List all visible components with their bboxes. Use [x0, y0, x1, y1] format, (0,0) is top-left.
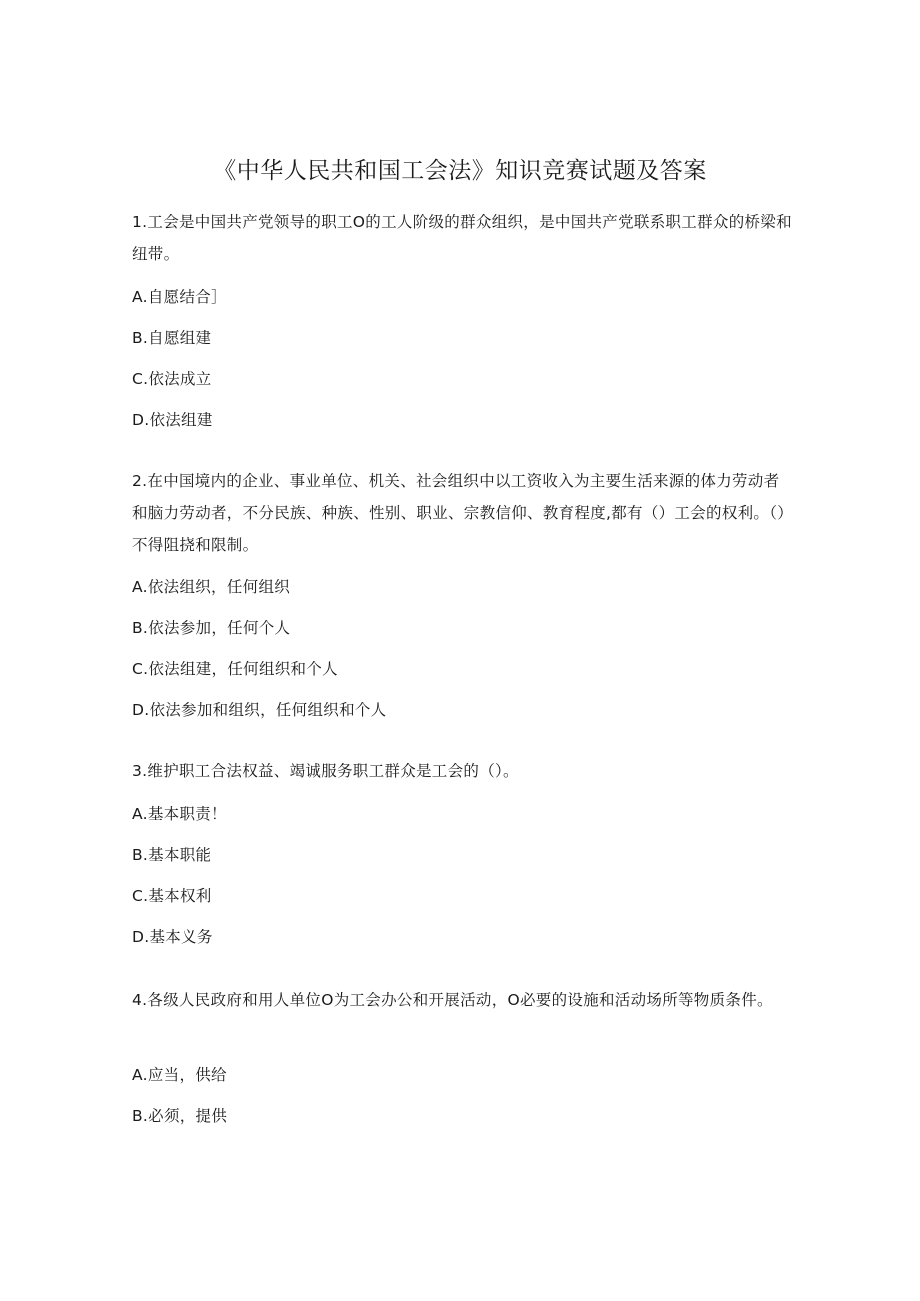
question-3-option-a: A.基本职责！ [132, 805, 227, 823]
question-1-option-d: D.依法组建 [132, 411, 213, 429]
question-4-option-a: A.应当，供给 [132, 1066, 227, 1084]
question-4-option-b: B.必须，提供 [132, 1107, 228, 1125]
question-1-option-c: C.依法成立 [132, 370, 212, 388]
question-3-option-b: B.基本职能 [132, 846, 212, 864]
question-3-option-c: C.基本权利 [132, 887, 212, 905]
question-2-option-c: C.依法组建，任何组织和个人 [132, 660, 338, 678]
document-title: 《中华人民共和国工会法》知识竞赛试题及答案 [213, 158, 707, 184]
question-1-stem: 1.工会是中国共产党领导的职工O的工人阶级的群众组织，是中国共产党联系职工群众的桥梁和纽带。 [132, 213, 792, 263]
question-2-option-b: B.依法参加，任何个人 [132, 619, 291, 637]
question-1-option-b: B.自愿组建 [132, 329, 212, 347]
question-4-stem: 4.各级人民政府和用人单位O为工会办公和开展活动，O必要的设施和活动场所等物质条件。 [132, 991, 773, 1009]
question-3-option-d: D.基本义务 [132, 928, 213, 946]
question-3-stem: 3.维护职工合法权益、竭诚服务职工群众是工会的（）。 [132, 762, 519, 780]
question-1-option-a: A.自愿结合］ [132, 288, 227, 306]
question-2-option-a: A.依法组织，任何组织 [132, 578, 291, 596]
question-2-option-d: D.依法参加和组织，任何组织和个人 [132, 701, 387, 719]
question-2-stem: 2.在中国境内的企业、事业单位、机关、社会组织中以工资收入为主要生活来源的体力劳动者和脑力劳动者，不分民族、种族、性别、职业、宗教信仰、教育程度,都有（）工会的权利。（）不得阻挠和限制。 [132, 472, 786, 554]
